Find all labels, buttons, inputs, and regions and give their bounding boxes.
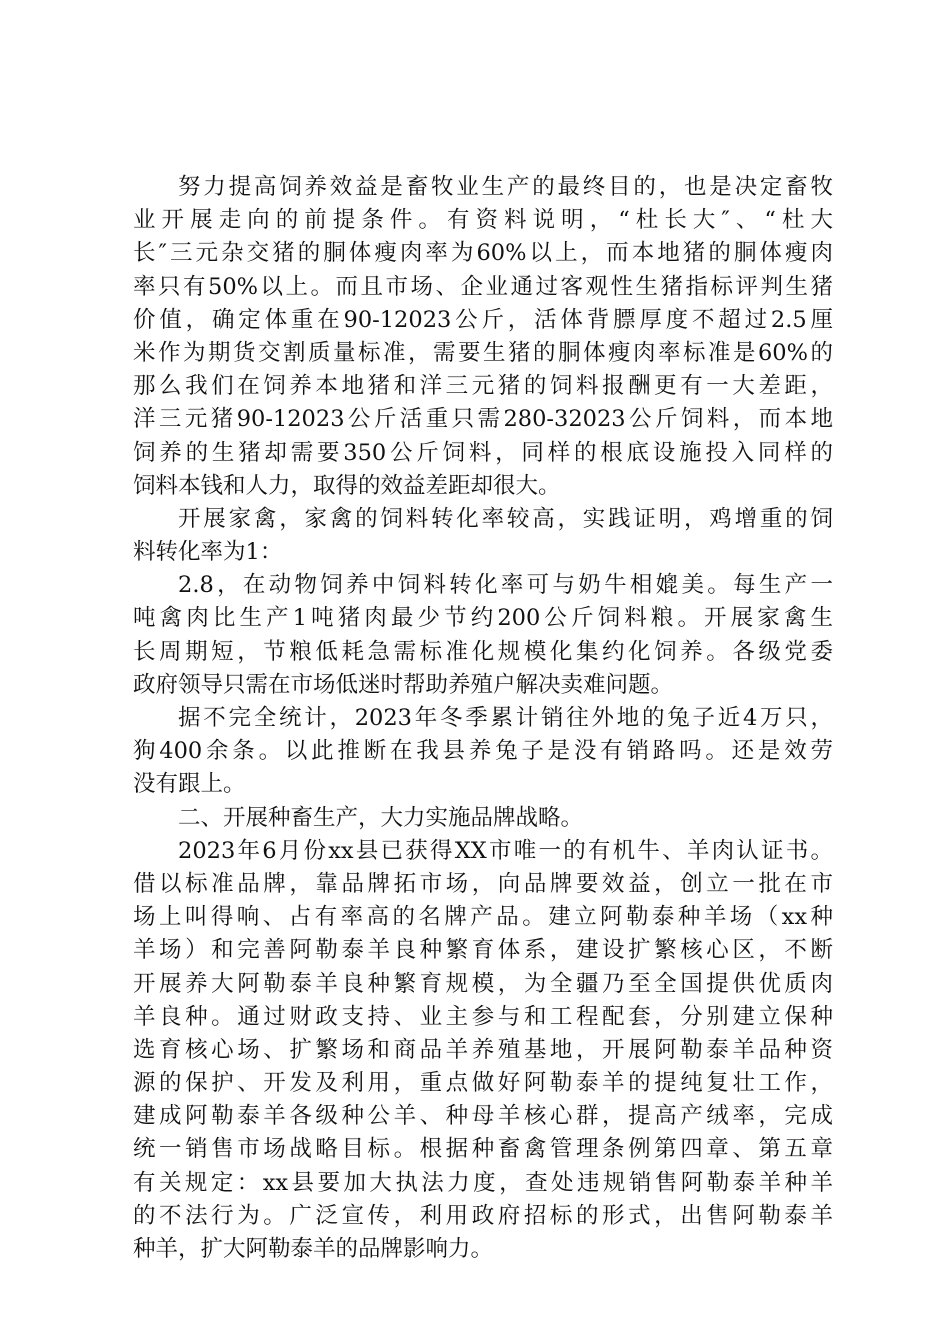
text-line: 2023年6月份xx县已获得XX市唯一的有机牛、羊肉认证书。	[178, 837, 833, 864]
text-line: 料转化率为1：	[133, 539, 283, 566]
text-line: 羊良种。通过财政支持、业主参与和工程配套，分别建立保种	[133, 1003, 833, 1030]
text-line: 饲料本钱和人力，取得的效益差距却很大。	[133, 472, 561, 499]
text-line: 开展家禽，家禽的饲料转化率较高，实践证明，鸡增重的饲	[178, 505, 833, 532]
text-line: 据不完全统计，2023年冬季累计销往外地的兔子近4万只，	[178, 705, 833, 731]
text-line: 源的保护、开发及利用，重点做好阿勒泰羊的提纯复壮工作，	[133, 1070, 833, 1097]
text-line: 有关规定：xx县要加大执法力度，查处违规销售阿勒泰羊种羊	[133, 1169, 833, 1196]
text-line: 业开展走向的前提条件。有资料说明，“杜长大″、“杜大	[133, 207, 833, 234]
document-body	[133, 171, 833, 1266]
text-line: 长周期短，节粮低耗急需标准化规模化集约化饲养。各级党委	[133, 638, 833, 665]
text-line: 2.8，在动物饲养中饲料转化率可与奶牛相媲美。每生产一	[178, 572, 833, 599]
text-line: 二、开展种畜生产，大力实施品牌战略。	[178, 804, 584, 831]
text-line: 建成阿勒泰羊各级种公羊、种母羊核心群，提高产绒率，完成	[133, 1103, 833, 1130]
text-line: 率只有50%以上。而且市场、企业通过客观性生猪指标评判生猪	[133, 273, 833, 300]
text-line: 米作为期货交割质量标准，需要生猪的胴体瘦肉率标准是60%的	[133, 339, 833, 366]
text-line: 洋三元猪90-12023公斤活重只需280-32023公斤饲料，而本地	[133, 406, 833, 433]
text-line: 努力提高饲养效益是畜牧业生产的最终目的，也是决定畜牧	[178, 174, 833, 200]
text-line: 饲养的生猪却需要350公斤饲料，同样的根底设施投入同样的	[133, 439, 833, 466]
text-line: 那么我们在饲养本地猪和洋三元猪的饲料报酬更有一大差距，	[133, 373, 833, 400]
text-line: 种羊，扩大阿勒泰羊的品牌影响力。	[133, 1236, 494, 1262]
text-line: 长″三元杂交猪的胴体瘦肉率为60%以上，而本地猪的胴体瘦肉	[133, 240, 833, 267]
text-line: 价值，确定体重在90-12023公斤，活体背膘厚度不超过2.5厘	[133, 306, 833, 333]
text-line: 狗400余条。以此推断在我县养兔子是没有销路吗。还是效劳	[133, 738, 833, 765]
text-line: 选育核心场、扩繁场和商品羊养殖基地，开展阿勒泰羊品种资	[133, 1036, 833, 1063]
text-line: 借以标准品牌，靠品牌拓市场，向品牌要效益，创立一批在市	[133, 870, 833, 897]
text-line: 政府领导只需在市场低迷时帮助养殖户解决卖难问题。	[133, 671, 674, 698]
text-line: 统一销售市场战略目标。根据种畜禽管理条例第四章、第五章	[133, 1136, 833, 1163]
text-line: 吨禽肉比生产1吨猪肉最少节约200公斤饲料粮。开展家禽生	[133, 605, 833, 632]
text-line: 开展养大阿勒泰羊良种繁育规模，为全疆乃至全国提供优质肉	[133, 970, 833, 997]
text-line: 没有跟上。	[133, 771, 246, 798]
text-line: 的不法行为。广泛宣传，利用政府招标的形式，出售阿勒泰羊	[133, 1202, 833, 1229]
text-line: 场上叫得响、占有率高的名牌产品。建立阿勒泰种羊场（xx种	[133, 904, 833, 931]
text-line: 羊场）和完善阿勒泰羊良种繁育体系，建设扩繁核心区，不断	[133, 937, 833, 964]
